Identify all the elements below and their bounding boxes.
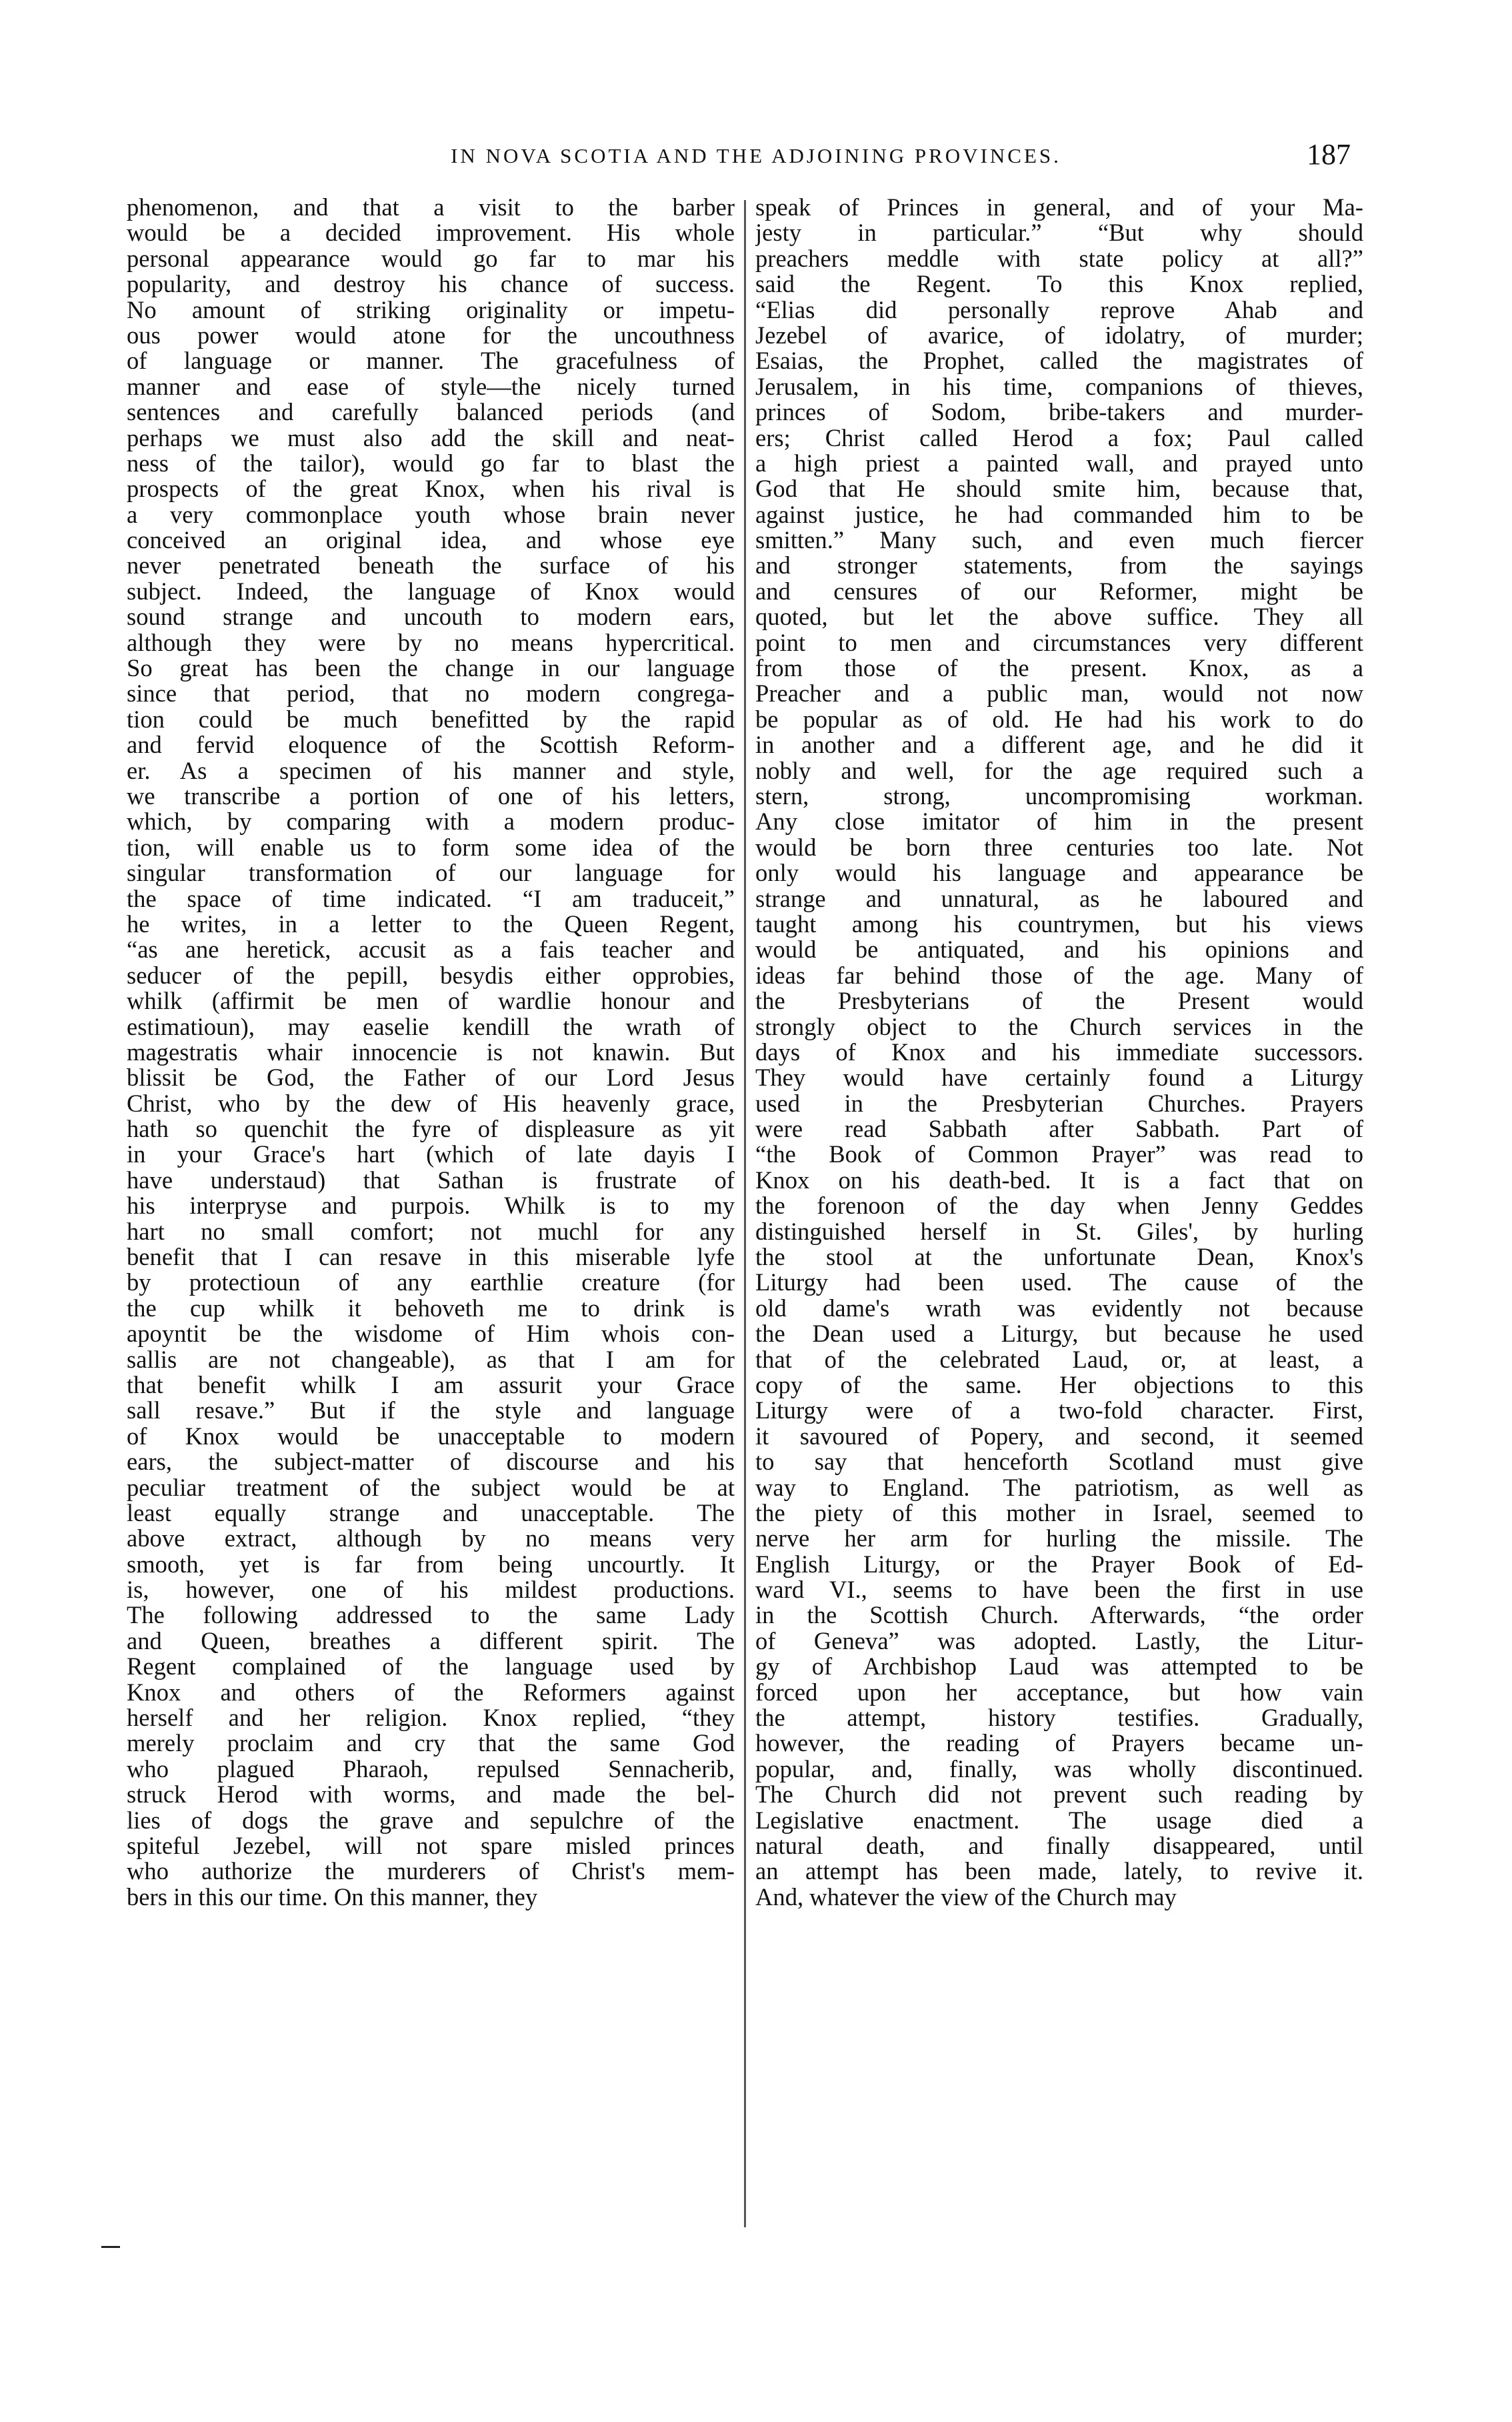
text-line: ideas far behind those of the age. Many of [755,961,1363,989]
text-line: and censures of our Reformer, might be [755,577,1363,605]
text-line: Esaias, the Prophet, called the magistrates of [755,347,1363,375]
text-line: Knox and others of the Reformers against [127,1678,735,1706]
text-line: God that He should smite him, because that, [755,475,1363,503]
text-line: to say that henceforth Scotland must give [755,1448,1363,1476]
text-line: would be born three centuries too late. Not [755,833,1363,861]
text-line: “the Book of Common Prayer” was read to [755,1140,1363,1168]
text-line: the piety of this mother in Israel, seemed to [755,1498,1363,1526]
text-line: copy of the same. Her objections to this [755,1370,1363,1398]
text-line: strongly object to the Church services in the [755,1012,1363,1040]
text-line: jesty in particular.” “But why should [755,219,1363,247]
text-line: Liturgy had been used. The cause of the [755,1268,1363,1296]
text-line: English Liturgy, or the Prayer Book of Ed- [755,1550,1363,1578]
text-line: nobly and well, for the age required such a [755,756,1363,784]
text-line: Jezebel of avarice, of idolatry, of murder; [755,321,1363,349]
text-line: popular, and, finally, was wholly discontinued. [755,1754,1363,1782]
text-line: be popular as of old. He had his work to do [755,705,1363,733]
text-line: er. As a specimen of his manner and style, [127,756,735,784]
text-line: ers; Christ called Herod a fox; Paul called [755,423,1363,451]
text-line: natural death, and finally disappeared, until [755,1832,1363,1859]
text-line: days of Knox and his immediate successors. [755,1038,1363,1066]
text-line: from those of the present. Knox, as a [755,654,1363,682]
text-line: The following addressed to the same Lady [127,1601,735,1629]
text-line: tion, will enable us to form some idea of the [127,833,735,861]
text-line: benefit that I can resave in this miserable lyfe [127,1243,735,1271]
text-line: who authorize the murderers of Christ's mem- [127,1857,735,1885]
text-line: blissit be God, the Father of our Lord Jesus [127,1064,735,1092]
text-line: point to men and circumstances very different [755,628,1363,656]
text-line: an attempt has been made, lately, to revive it. [755,1857,1363,1885]
text-line: And, whatever the view of the Church may [755,1883,1177,1911]
text-line: No amount of striking originality or impetu- [127,295,735,323]
running-head [0,138,1512,181]
text-line: the space of time indicated. “I am traduceit,” [127,884,735,912]
text-line: in your Grace's hart (which of late dayis I [127,1140,735,1168]
text-line: way to England. The patriotism, as well as [755,1473,1363,1501]
text-line: forced upon her acceptance, but how vain [755,1678,1363,1706]
text-line: he writes, in a letter to the Queen Regent, [127,910,735,938]
text-line: Jerusalem, in his time, companions of thieves, [755,372,1363,400]
text-line: of language or manner. The gracefulness of [127,347,735,375]
text-line: the stool at the unfortunate Dean, Knox's [755,1243,1363,1271]
text-line: Legislative enactment. The usage died a [755,1806,1363,1834]
text-line: magestratis whair innocencie is not knawin. But [127,1038,735,1066]
text-line: by protectioun of any earthlie creature (for [127,1268,735,1296]
text-line: a very commonplace youth whose brain never [127,500,735,528]
text-line: personal appearance would go far to mar his [127,244,735,272]
text-line: quoted, but let the above suffice. They all [755,603,1363,631]
text-line: “as ane heretick, accusit as a fais teacher and [127,936,735,964]
text-line: sall resave.” But if the style and language [127,1396,735,1424]
text-line: the forenoon of the day when Jenny Geddes [755,1192,1363,1220]
text-line: used in the Presbyterian Churches. Prayers [755,1089,1363,1117]
text-line: merely proclaim and cry that the same God [127,1729,735,1757]
text-line: peculiar treatment of the subject would be at [127,1473,735,1501]
text-line: a high priest a painted wall, and prayed unto [755,449,1363,477]
right-column [755,195,1363,2235]
text-line: stern, strong, uncompromising workman. [755,782,1363,810]
text-line: lies of dogs the grave and sepulchre of the [127,1806,735,1834]
text-line: who plagued Pharaoh, repulsed Sennacherib, [127,1754,735,1782]
text-line: ears, the subject-matter of discourse and his [127,1448,735,1476]
text-line: So great has been the change in our language [127,654,735,682]
text-line: nerve her arm for hurling the missile. The [755,1524,1363,1552]
text-line: it savoured of Popery, and second, it seemed [755,1422,1363,1450]
text-line: They would have certainly found a Liturgy [755,1064,1363,1092]
text-line: we transcribe a portion of one of his letters, [127,782,735,810]
text-line: only would his language and appearance be [755,859,1363,887]
text-line: princes of Sodom, bribe-takers and murder- [755,398,1363,426]
margin-dash [101,2246,120,2248]
text-line: subject. Indeed, the language of Knox would [127,577,735,605]
text-line: were read Sabbath after Sabbath. Part of [755,1115,1363,1143]
text-line: ness of the tailor), would go far to blast the [127,449,735,477]
text-line: is, however, one of his mildest productions. [127,1576,735,1604]
text-line: have understaud) that Sathan is frustrate of [127,1166,735,1194]
text-line: hart no small comfort; not muchl for any [127,1217,735,1245]
text-line: in the Scottish Church. Afterwards, “the order [755,1601,1363,1629]
text-line: Liturgy were of a two-fold character. First, [755,1396,1363,1424]
text-line: that of the celebrated Laud, or, at least, a [755,1345,1363,1373]
text-line: estimatioun), may easelie kendill the wrath of [127,1012,735,1040]
text-line: struck Herod with worms, and made the bel- [127,1780,735,1808]
text-line: apoyntit be the wisdome of Him whois con- [127,1320,735,1348]
text-line: speak of Princes in general, and of your Ma- [755,195,1363,221]
text-line: conceived an original idea, and whose eye [127,526,735,554]
running-title: IN NOVA SCOTIA AND THE ADJOINING PROVINCES. [451,144,1061,167]
text-line: ous power would atone for the uncouthness [127,321,735,349]
text-line: and stronger statements, from the sayings [755,551,1363,579]
text-line: that benefit whilk I am assurit your Grace [127,1370,735,1398]
text-line: in another and a different age, and he did it [755,731,1363,759]
text-line: since that period, that no modern congrega- [127,680,735,708]
text-line: spiteful Jezebel, will not spare misled princes [127,1832,735,1859]
text-line: of Geneva” was adopted. Lastly, the Litur- [755,1626,1363,1654]
text-line: sentences and carefully balanced periods (and [127,398,735,426]
text-line: gy of Archbishop Laud was attempted to be [755,1652,1363,1680]
text-line: popularity, and destroy his chance of success. [127,270,735,298]
text-line: manner and ease of style—the nicely turned [127,372,735,400]
text-line: the cup whilk it behoveth me to drink is [127,1294,735,1322]
text-line: against justice, he had commanded him to be [755,500,1363,528]
text-line: the Presbyterians of the Present would [755,987,1363,1015]
text-line: above extract, although by no means very [127,1524,735,1552]
text-line: herself and her religion. Knox replied, “they [127,1704,735,1732]
text-line: distinguished herself in St. Giles', by hurling [755,1217,1363,1245]
left-column [127,195,735,2235]
text-line: Knox on his death-bed. It is a fact that on [755,1166,1363,1194]
text-line: old dame's wrath was evidently not because [755,1294,1363,1322]
text-line: Regent complained of the language used by [127,1652,735,1680]
text-line: would be a decided improvement. His whole [127,219,735,247]
text-line: singular transformation of our language for [127,859,735,887]
text-line: his interpryse and purpois. Whilk is to my [127,1192,735,1220]
text-line: however, the reading of Prayers became un- [755,1729,1363,1757]
column-rule [744,200,746,2227]
text-line: of Knox would be unacceptable to modern [127,1422,735,1450]
text-line: the Dean used a Liturgy, but because he used [755,1320,1363,1348]
text-line: smooth, yet is far from being uncourtly. It [127,1550,735,1578]
text-line: which, by comparing with a modern produc- [127,808,735,836]
text-line: would be antiquated, and his opinions and [755,936,1363,964]
text-line: phenomenon, and that a visit to the barber [127,195,735,221]
text-line: said the Regent. To this Knox replied, [755,270,1363,298]
text-line: seducer of the pepill, besydis either opprobies, [127,961,735,989]
text-line: never penetrated beneath the surface of his [127,551,735,579]
text-line: Christ, who by the dew of His heavenly grace, [127,1089,735,1117]
text-line: hath so quenchit the fyre of displeasure as yit [127,1115,735,1143]
text-line: Any close imitator of him in the present [755,808,1363,836]
text-line: taught among his countrymen, but his views [755,910,1363,938]
text-line: perhaps we must also add the skill and neat- [127,423,735,451]
text-line: and fervid eloquence of the Scottish Reform- [127,731,735,759]
text-line: tion could be much benefitted by the rapid [127,705,735,733]
text-line: sallis are not changeable), as that I am for [127,1345,735,1373]
text-line: smitten.” Many such, and even much fiercer [755,526,1363,554]
text-line: least equally strange and unacceptable. The [127,1498,735,1526]
text-line: ward VI., seems to have been the first in use [755,1576,1363,1604]
text-line: although they were by no means hypercritical. [127,628,735,656]
text-line: strange and unnatural, as he laboured and [755,884,1363,912]
text-line: preachers meddle with state policy at all?” [755,244,1363,272]
text-line: “Elias did personally reprove Ahab and [755,295,1363,323]
text-line: whilk (affirmit be men of wardlie honour and [127,987,735,1015]
text-line: Preacher and a public man, would not now [755,680,1363,708]
page-number: 187 [1307,138,1351,171]
text-line: prospects of the great Knox, when his rival is [127,475,735,503]
text-line: and Queen, breathes a different spirit. The [127,1626,735,1654]
text-line: the attempt, history testifies. Gradually, [755,1704,1363,1732]
text-line: sound strange and uncouth to modern ears, [127,603,735,631]
text-line: The Church did not prevent such reading by [755,1780,1363,1808]
text-line: bers in this our time. On this manner, they [127,1883,538,1911]
